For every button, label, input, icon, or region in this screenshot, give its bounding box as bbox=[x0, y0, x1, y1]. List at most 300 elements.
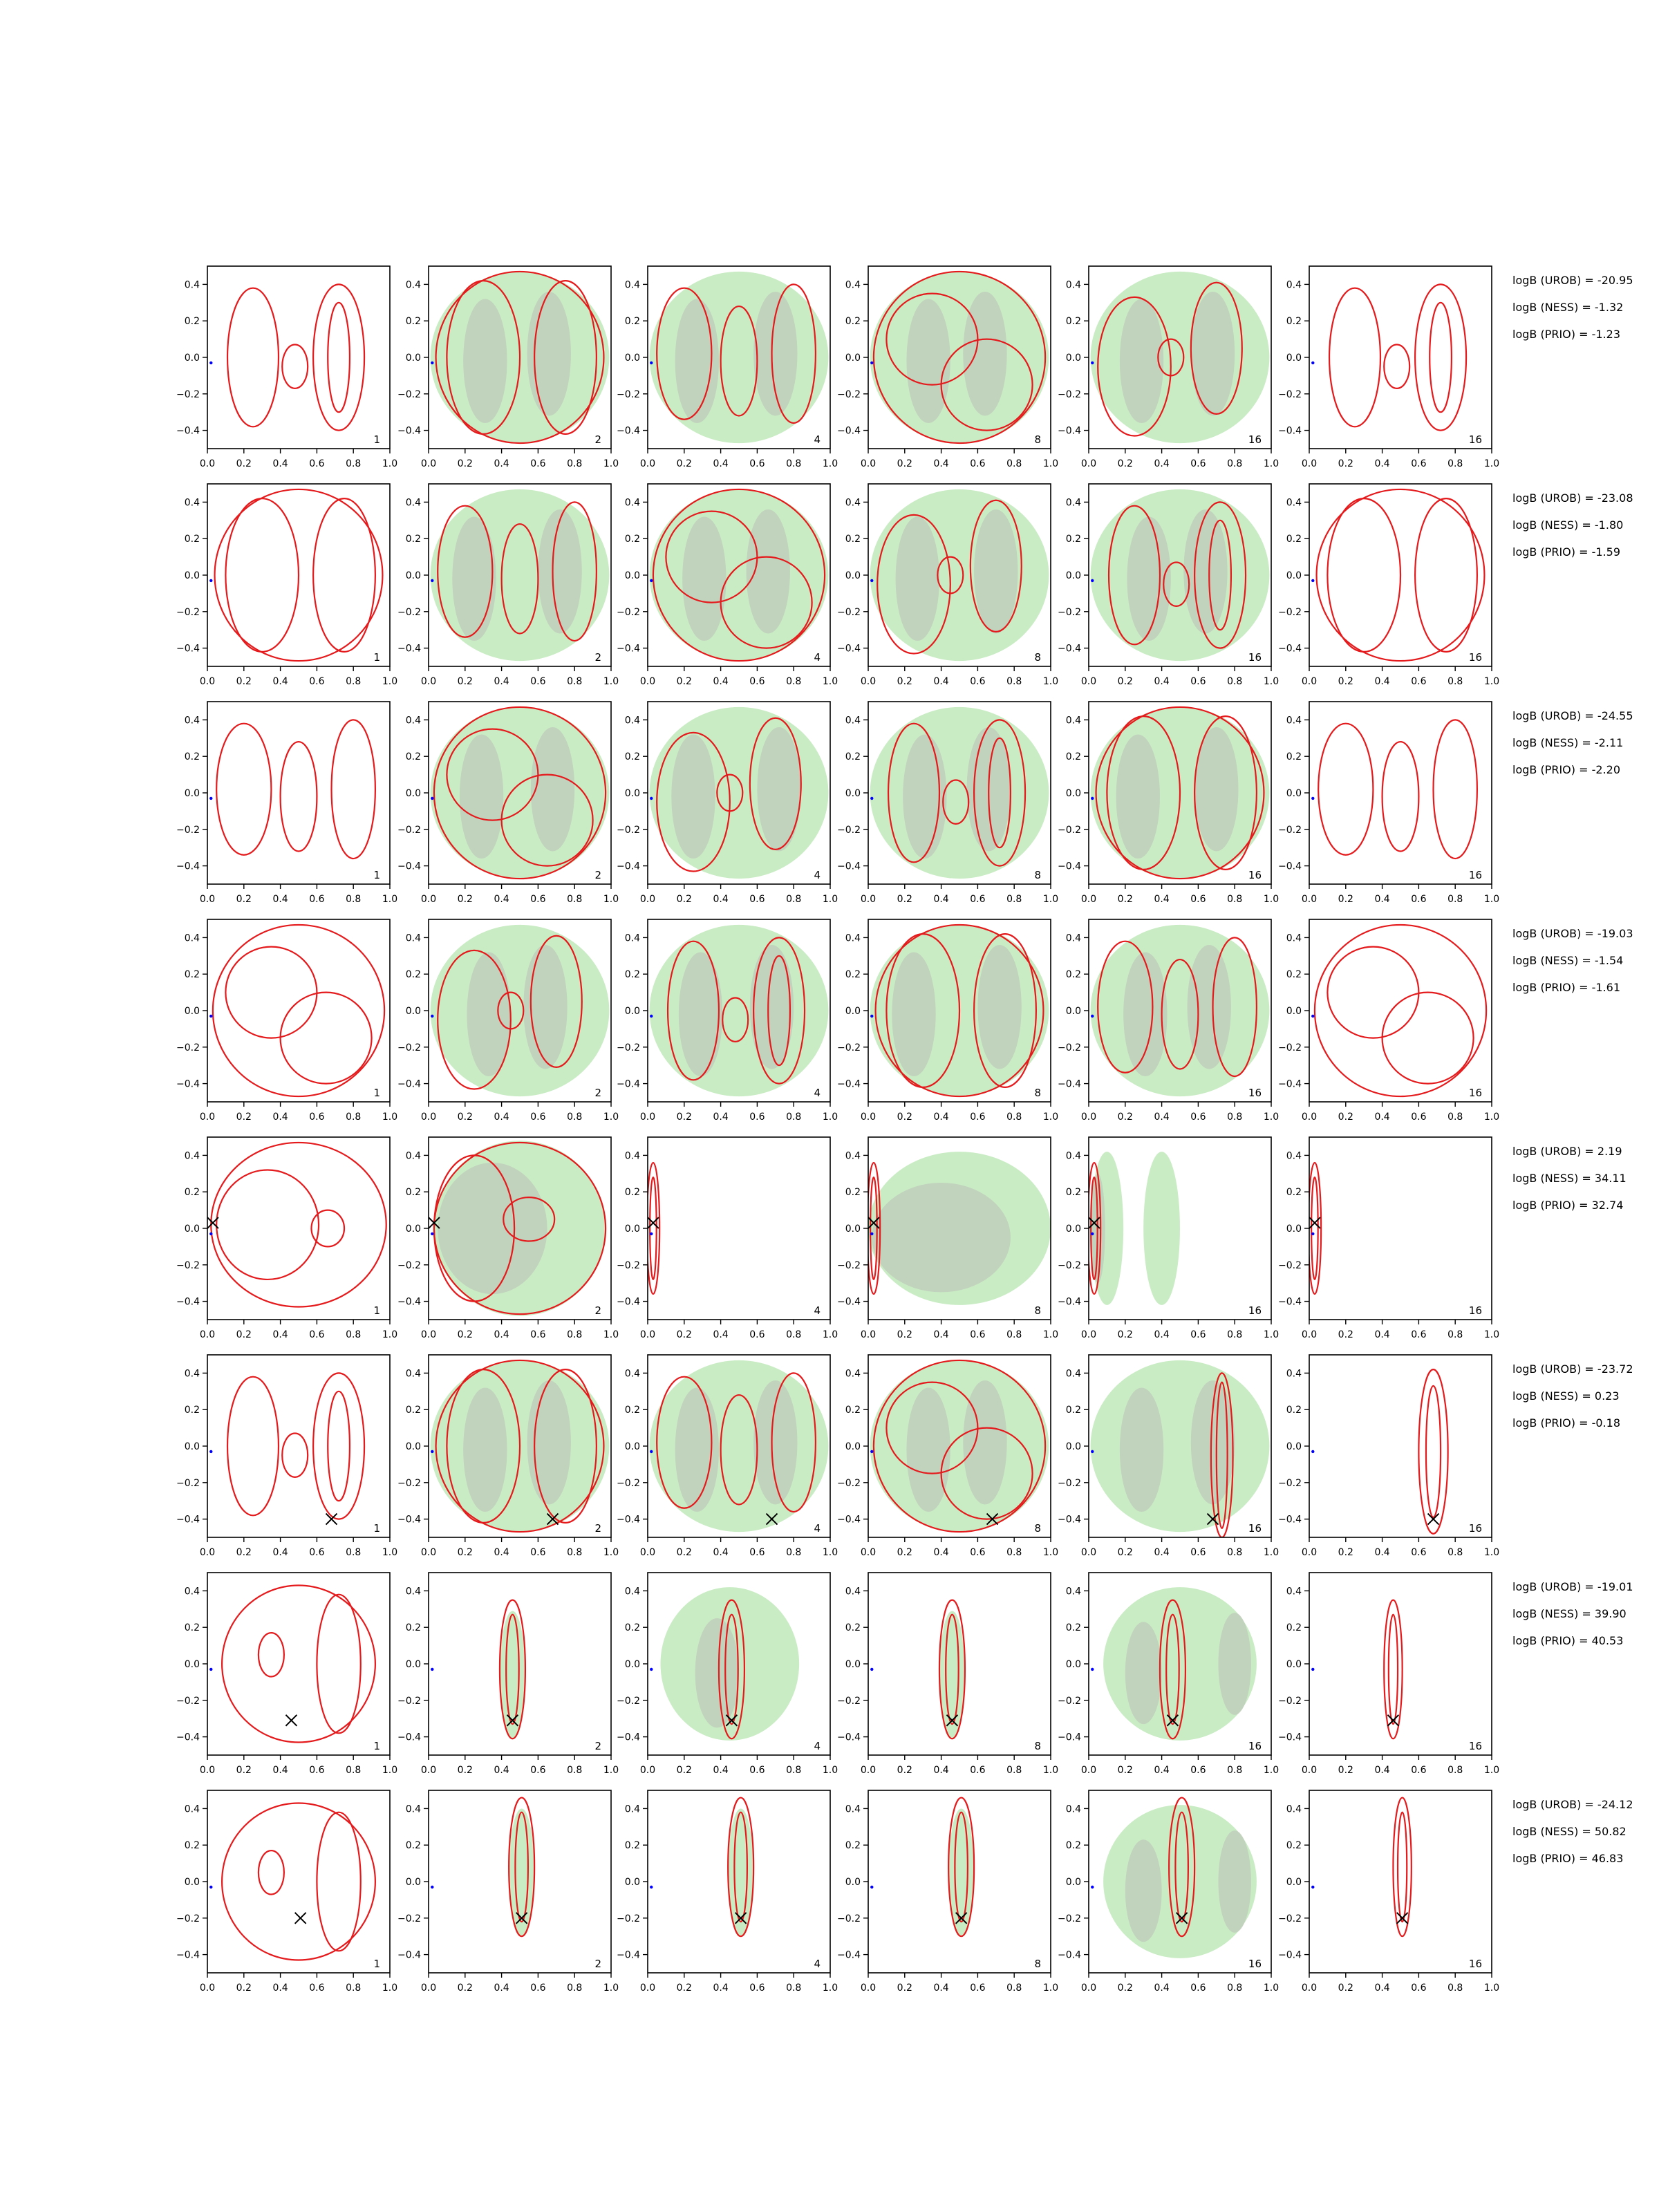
panel-label: 1 bbox=[373, 1958, 380, 1970]
y-tick-label: −0.4 bbox=[837, 643, 861, 655]
x-tick-label: 0.0 bbox=[1301, 1983, 1318, 1994]
y-tick-label: 0.4 bbox=[1065, 1586, 1081, 1597]
x-tick-label: 0.4 bbox=[272, 1765, 288, 1776]
panel-label: 1 bbox=[373, 1740, 380, 1752]
density-inner-region bbox=[531, 727, 574, 852]
x-tick-label: 0.8 bbox=[1447, 1547, 1463, 1558]
y-tick-label: −0.4 bbox=[1058, 425, 1081, 437]
y-tick-label: −0.2 bbox=[1058, 1477, 1081, 1489]
density-outer-region bbox=[870, 1360, 1049, 1532]
panel-label: 16 bbox=[1468, 1087, 1482, 1099]
panel-r4-c1 bbox=[176, 919, 397, 1123]
x-tick-label: 0.6 bbox=[1190, 1547, 1206, 1558]
panel-r3-c5 bbox=[1058, 702, 1279, 905]
y-tick-label: −0.2 bbox=[1278, 1259, 1302, 1271]
x-tick-label: 0.4 bbox=[1374, 676, 1390, 687]
y-tick-label: −0.2 bbox=[837, 1913, 861, 1924]
y-tick-label: −0.4 bbox=[617, 861, 640, 872]
x-tick-label: 0.4 bbox=[1374, 1547, 1390, 1558]
y-tick-label: −0.2 bbox=[397, 1042, 421, 1053]
y-tick-label: −0.4 bbox=[397, 1296, 421, 1308]
start-point bbox=[650, 1886, 653, 1888]
y-tick-label: 0.2 bbox=[1286, 1840, 1302, 1852]
y-tick-label: 0.2 bbox=[1065, 751, 1081, 763]
panel-r2-c4 bbox=[837, 484, 1058, 687]
panel-label: 16 bbox=[1248, 1958, 1262, 1970]
density-inner-region bbox=[1218, 1613, 1251, 1715]
x-tick-label: 0.0 bbox=[1301, 894, 1318, 905]
x-tick-label: 1.0 bbox=[1483, 894, 1500, 905]
x-tick-label: 0.0 bbox=[199, 1329, 216, 1340]
x-tick-label: 0.8 bbox=[786, 1983, 802, 1994]
x-tick-label: 0.0 bbox=[1080, 1983, 1097, 1994]
contour-line bbox=[282, 1434, 308, 1477]
y-tick-label: 0.0 bbox=[184, 1659, 200, 1670]
y-tick-label: 0.2 bbox=[405, 316, 421, 328]
contour-line bbox=[1415, 284, 1466, 430]
y-tick-label: −0.2 bbox=[397, 606, 421, 618]
y-tick-label: −0.2 bbox=[837, 1042, 861, 1053]
x-tick-label: 0.4 bbox=[713, 458, 729, 469]
target-marker bbox=[285, 1715, 297, 1726]
y-tick-label: −0.2 bbox=[176, 1477, 200, 1489]
panel-r8-c6 bbox=[1278, 1790, 1499, 1994]
panel-label: 1 bbox=[373, 1304, 380, 1317]
x-tick-label: 0.6 bbox=[749, 1547, 765, 1558]
x-tick-label: 0.8 bbox=[567, 1329, 583, 1340]
y-tick-label: −0.4 bbox=[1058, 1296, 1081, 1308]
y-tick-label: 0.4 bbox=[845, 497, 861, 509]
x-tick-label: 1.0 bbox=[1483, 1765, 1500, 1776]
logb-stat: logB (NESS) = 50.82 bbox=[1512, 1825, 1627, 1838]
x-tick-label: 0.4 bbox=[494, 458, 509, 469]
x-tick-label: 0.4 bbox=[933, 676, 949, 687]
x-tick-label: 0.8 bbox=[1006, 1329, 1022, 1340]
start-point bbox=[431, 1886, 433, 1888]
x-tick-label: 0.0 bbox=[639, 458, 656, 469]
y-tick-label: 0.4 bbox=[405, 715, 421, 727]
x-tick-label: 0.8 bbox=[1006, 894, 1022, 905]
y-tick-label: 0.2 bbox=[405, 751, 421, 763]
plot-area bbox=[431, 707, 610, 879]
start-point bbox=[1091, 1450, 1094, 1453]
x-tick-label: 0.4 bbox=[272, 894, 288, 905]
y-tick-label: −0.2 bbox=[176, 824, 200, 836]
panel-r4-c5 bbox=[1058, 919, 1279, 1123]
x-tick-label: 0.2 bbox=[897, 1112, 912, 1123]
y-tick-label: 0.0 bbox=[624, 353, 640, 364]
x-tick-label: 0.0 bbox=[860, 1329, 877, 1340]
y-tick-label: 0.2 bbox=[845, 1405, 861, 1416]
start-point bbox=[431, 579, 433, 582]
y-tick-label: −0.4 bbox=[1058, 1078, 1081, 1090]
y-tick-label: 0.4 bbox=[184, 932, 200, 944]
y-tick-label: 0.0 bbox=[624, 570, 640, 581]
y-tick-label: 0.4 bbox=[845, 1368, 861, 1380]
y-tick-label: 0.0 bbox=[624, 1659, 640, 1670]
y-tick-label: 0.4 bbox=[1286, 715, 1302, 727]
panel-r7-c2 bbox=[397, 1573, 619, 1776]
x-tick-label: 0.8 bbox=[1006, 1112, 1022, 1123]
x-tick-label: 1.0 bbox=[1042, 676, 1059, 687]
panel-r6-c3 bbox=[617, 1355, 838, 1558]
contour-line bbox=[259, 1850, 284, 1894]
y-tick-label: 0.0 bbox=[184, 1877, 200, 1888]
y-tick-label: 0.2 bbox=[1286, 969, 1302, 981]
x-tick-label: 1.0 bbox=[603, 894, 619, 905]
y-tick-label: −0.4 bbox=[837, 1514, 861, 1526]
logb-stat: logB (PRIO) = -1.61 bbox=[1512, 981, 1620, 994]
logb-stat: logB (UROB) = 2.19 bbox=[1512, 1145, 1622, 1158]
y-tick-label: 0.0 bbox=[184, 1441, 200, 1452]
x-tick-label: 0.0 bbox=[860, 1983, 877, 1994]
panel-r4-c3 bbox=[617, 919, 838, 1123]
x-tick-label: 0.0 bbox=[639, 894, 656, 905]
x-tick-label: 0.8 bbox=[346, 894, 362, 905]
y-tick-label: 0.0 bbox=[405, 1877, 421, 1888]
start-point bbox=[209, 1450, 212, 1453]
plot-area bbox=[870, 1600, 965, 1739]
density-outer-region bbox=[650, 925, 829, 1096]
x-tick-label: 0.6 bbox=[309, 458, 325, 469]
logb-stat: logB (NESS) = -1.80 bbox=[1512, 518, 1624, 532]
logb-stat: logB (NESS) = -2.11 bbox=[1512, 736, 1624, 749]
logb-stat: logB (PRIO) = -1.59 bbox=[1512, 545, 1620, 559]
panel-r7-c3 bbox=[617, 1573, 838, 1776]
x-tick-label: 0.8 bbox=[786, 1112, 802, 1123]
y-tick-label: 0.4 bbox=[405, 1586, 421, 1597]
x-tick-label: 1.0 bbox=[822, 676, 838, 687]
axes-frame bbox=[1309, 702, 1492, 884]
x-tick-label: 1.0 bbox=[382, 1547, 398, 1558]
panel-r2-c3 bbox=[617, 484, 838, 687]
y-tick-label: −0.2 bbox=[1278, 388, 1302, 400]
x-tick-label: 0.0 bbox=[860, 1765, 877, 1776]
density-inner-region bbox=[1218, 1830, 1251, 1933]
y-tick-label: 0.0 bbox=[1065, 1006, 1081, 1017]
plot-area bbox=[431, 272, 610, 443]
density-inner-region bbox=[438, 1163, 547, 1294]
y-tick-label: −0.4 bbox=[397, 861, 421, 872]
y-tick-label: 0.0 bbox=[405, 1659, 421, 1670]
y-tick-label: 0.2 bbox=[405, 1840, 421, 1852]
x-tick-label: 0.6 bbox=[1411, 1983, 1427, 1994]
y-tick-label: 0.2 bbox=[1286, 751, 1302, 763]
start-point bbox=[1091, 1668, 1094, 1671]
x-tick-label: 0.4 bbox=[713, 1765, 729, 1776]
start-point bbox=[650, 1668, 653, 1671]
y-tick-label: 0.2 bbox=[624, 1622, 640, 1634]
x-tick-label: 0.6 bbox=[970, 894, 986, 905]
contour-line bbox=[1398, 1812, 1407, 1922]
x-tick-label: 0.8 bbox=[1227, 1547, 1243, 1558]
panel-r8-c1 bbox=[176, 1790, 397, 1994]
contour-line bbox=[1327, 947, 1418, 1038]
plot-area bbox=[1091, 707, 1270, 879]
x-tick-label: 0.8 bbox=[567, 894, 583, 905]
row-8 bbox=[176, 1790, 1633, 1994]
panel-label: 2 bbox=[594, 1087, 601, 1099]
panel-r3-c3 bbox=[617, 702, 838, 905]
panel-label: 16 bbox=[1248, 869, 1262, 881]
y-tick-label: 0.4 bbox=[184, 1150, 200, 1162]
density-outer-region bbox=[431, 707, 610, 879]
x-tick-label: 1.0 bbox=[603, 676, 619, 687]
density-inner-region bbox=[977, 945, 1021, 1069]
panel-label: 4 bbox=[814, 1087, 821, 1099]
contour-line bbox=[317, 1595, 360, 1734]
x-tick-label: 0.8 bbox=[1006, 1765, 1022, 1776]
x-tick-label: 0.8 bbox=[1227, 1112, 1243, 1123]
contour-line bbox=[328, 1391, 350, 1501]
y-tick-label: −0.4 bbox=[176, 425, 200, 437]
x-tick-label: 0.4 bbox=[272, 1983, 288, 1994]
x-tick-label: 0.0 bbox=[1301, 1329, 1318, 1340]
x-tick-label: 0.6 bbox=[530, 676, 546, 687]
panel-label: 4 bbox=[814, 1740, 821, 1752]
y-tick-label: 0.0 bbox=[624, 788, 640, 799]
x-tick-label: 0.2 bbox=[897, 1547, 912, 1558]
y-tick-label: 0.0 bbox=[1065, 1659, 1081, 1670]
panel-r4-c4 bbox=[837, 919, 1058, 1123]
y-tick-label: 0.0 bbox=[1286, 1441, 1302, 1452]
y-tick-label: 0.2 bbox=[624, 1187, 640, 1199]
y-tick-label: 0.0 bbox=[184, 1006, 200, 1017]
x-tick-label: 0.2 bbox=[457, 894, 473, 905]
y-tick-label: −0.2 bbox=[837, 1695, 861, 1707]
x-tick-label: 0.8 bbox=[567, 1983, 583, 1994]
panel-label: 8 bbox=[1034, 1958, 1041, 1970]
x-tick-label: 0.6 bbox=[530, 1329, 546, 1340]
panel-r2-c2 bbox=[397, 484, 619, 687]
x-tick-label: 1.0 bbox=[822, 1983, 838, 1994]
density-inner-region bbox=[757, 727, 800, 852]
x-tick-label: 0.0 bbox=[639, 1112, 656, 1123]
panel-label: 16 bbox=[1468, 433, 1482, 446]
x-tick-label: 0.4 bbox=[713, 1329, 729, 1340]
y-tick-label: −0.4 bbox=[1278, 643, 1302, 655]
x-tick-label: 0.0 bbox=[639, 1547, 656, 1558]
y-tick-label: −0.4 bbox=[837, 861, 861, 872]
panel-label: 16 bbox=[1468, 651, 1482, 664]
y-tick-label: 0.2 bbox=[1286, 534, 1302, 545]
y-tick-label: 0.0 bbox=[1065, 570, 1081, 581]
y-tick-label: −0.2 bbox=[837, 824, 861, 836]
density-inner-region bbox=[463, 299, 507, 424]
contour-line bbox=[225, 947, 317, 1038]
plot-area bbox=[209, 284, 364, 430]
contour-line bbox=[227, 1377, 279, 1516]
plot-area bbox=[1311, 925, 1486, 1096]
x-tick-label: 0.2 bbox=[1338, 1112, 1353, 1123]
x-tick-label: 0.6 bbox=[1411, 458, 1427, 469]
logb-stat: logB (UROB) = -20.95 bbox=[1512, 274, 1633, 287]
density-outer-region bbox=[650, 489, 829, 661]
y-tick-label: 0.4 bbox=[1065, 1368, 1081, 1380]
y-tick-label: −0.4 bbox=[176, 1296, 200, 1308]
x-tick-label: 0.8 bbox=[1447, 1112, 1463, 1123]
x-tick-label: 0.8 bbox=[1447, 1983, 1463, 1994]
contour-line bbox=[225, 498, 299, 652]
x-tick-label: 0.2 bbox=[1338, 458, 1353, 469]
y-tick-label: 0.0 bbox=[184, 788, 200, 799]
x-tick-label: 0.4 bbox=[933, 894, 949, 905]
x-tick-label: 0.0 bbox=[199, 1983, 216, 1994]
x-tick-label: 0.4 bbox=[494, 1547, 509, 1558]
y-tick-label: 0.0 bbox=[1286, 1006, 1302, 1017]
contour-line bbox=[1426, 1386, 1441, 1517]
x-tick-label: 1.0 bbox=[1263, 1765, 1280, 1776]
panel-r2-c1 bbox=[176, 484, 397, 687]
plot-area bbox=[431, 1798, 534, 1937]
y-tick-label: −0.2 bbox=[397, 1259, 421, 1271]
y-tick-label: 0.0 bbox=[1286, 570, 1302, 581]
logb-stat: logB (NESS) = -1.54 bbox=[1512, 954, 1624, 967]
start-point bbox=[209, 1232, 212, 1235]
panel-label: 2 bbox=[594, 1958, 601, 1970]
x-tick-label: 0.8 bbox=[1227, 458, 1243, 469]
density-inner-region bbox=[675, 299, 719, 424]
plot-area bbox=[1091, 1798, 1257, 1958]
axes-frame bbox=[207, 1355, 390, 1537]
x-tick-label: 0.4 bbox=[1374, 1765, 1390, 1776]
x-tick-label: 0.6 bbox=[970, 1765, 986, 1776]
axes-frame bbox=[207, 1573, 390, 1755]
row-5 bbox=[176, 1137, 1627, 1340]
y-tick-label: 0.4 bbox=[624, 1368, 640, 1380]
x-tick-label: 1.0 bbox=[382, 1329, 398, 1340]
panel-r6-c2 bbox=[397, 1355, 619, 1558]
y-tick-label: 0.4 bbox=[624, 932, 640, 944]
contour-line bbox=[281, 742, 317, 851]
x-tick-label: 0.8 bbox=[786, 1765, 802, 1776]
x-tick-label: 0.0 bbox=[1080, 1765, 1097, 1776]
x-tick-label: 0.2 bbox=[457, 1329, 473, 1340]
x-tick-label: 0.8 bbox=[786, 1547, 802, 1558]
x-tick-label: 0.6 bbox=[309, 1112, 325, 1123]
y-tick-label: 0.2 bbox=[405, 969, 421, 981]
x-tick-label: 0.0 bbox=[420, 1547, 437, 1558]
density-outer-region bbox=[1143, 1152, 1180, 1305]
start-point bbox=[870, 797, 873, 800]
x-tick-label: 0.0 bbox=[199, 676, 216, 687]
panel-r6-c5 bbox=[1058, 1355, 1279, 1558]
plot-area bbox=[429, 1141, 606, 1315]
x-tick-label: 0.4 bbox=[713, 1112, 729, 1123]
axes-frame bbox=[1309, 1573, 1492, 1755]
x-tick-label: 0.0 bbox=[860, 1547, 877, 1558]
x-tick-label: 0.2 bbox=[236, 1983, 252, 1994]
x-tick-label: 0.8 bbox=[1006, 1547, 1022, 1558]
x-tick-label: 0.2 bbox=[457, 1983, 473, 1994]
y-tick-label: 0.2 bbox=[1286, 316, 1302, 328]
start-point bbox=[1091, 1015, 1094, 1018]
x-tick-label: 0.0 bbox=[1080, 1329, 1097, 1340]
x-tick-label: 0.8 bbox=[567, 1112, 583, 1123]
panel-label: 8 bbox=[1034, 1087, 1041, 1099]
y-tick-label: 0.0 bbox=[845, 1877, 861, 1888]
y-tick-label: 0.0 bbox=[624, 1006, 640, 1017]
panel-r1-c4 bbox=[837, 266, 1058, 469]
y-tick-label: 0.2 bbox=[184, 1405, 200, 1416]
y-tick-label: −0.4 bbox=[397, 1078, 421, 1090]
logb-stat: logB (UROB) = -23.72 bbox=[1512, 1362, 1633, 1376]
density-inner-region bbox=[682, 517, 726, 641]
x-tick-label: 0.4 bbox=[494, 1329, 509, 1340]
panel-r3-c1 bbox=[176, 702, 397, 905]
x-tick-label: 0.6 bbox=[970, 1329, 986, 1340]
x-tick-label: 0.0 bbox=[860, 458, 877, 469]
y-tick-label: −0.2 bbox=[1278, 1913, 1302, 1924]
x-tick-label: 0.2 bbox=[1338, 1329, 1353, 1340]
panel-label: 4 bbox=[814, 1522, 821, 1535]
y-tick-label: 0.4 bbox=[405, 1368, 421, 1380]
x-tick-label: 1.0 bbox=[822, 458, 838, 469]
x-tick-label: 1.0 bbox=[822, 1765, 838, 1776]
panel-r7-c6 bbox=[1278, 1573, 1499, 1776]
panel-label: 1 bbox=[373, 651, 380, 664]
x-tick-label: 0.4 bbox=[713, 894, 729, 905]
y-tick-label: −0.4 bbox=[1278, 1732, 1302, 1743]
density-inner-region bbox=[671, 735, 715, 859]
x-tick-label: 0.8 bbox=[346, 1765, 362, 1776]
axes-frame bbox=[1309, 1355, 1492, 1537]
y-tick-label: 0.4 bbox=[624, 715, 640, 727]
y-tick-label: 0.0 bbox=[1065, 788, 1081, 799]
row-1 bbox=[176, 266, 1633, 469]
y-tick-label: 0.0 bbox=[1286, 788, 1302, 799]
contour-line bbox=[1430, 303, 1452, 412]
start-point bbox=[650, 579, 653, 582]
x-tick-label: 0.2 bbox=[1338, 1983, 1353, 1994]
density-outer-region bbox=[870, 707, 1049, 879]
y-tick-label: 0.0 bbox=[405, 788, 421, 799]
y-tick-label: −0.2 bbox=[1058, 1259, 1081, 1271]
x-tick-label: 0.8 bbox=[346, 676, 362, 687]
x-tick-label: 0.2 bbox=[457, 1765, 473, 1776]
panel-label: 8 bbox=[1034, 869, 1041, 881]
y-tick-label: 0.2 bbox=[845, 1840, 861, 1852]
logb-stat: logB (UROB) = -19.01 bbox=[1512, 1580, 1633, 1593]
x-tick-label: 0.0 bbox=[639, 1329, 656, 1340]
x-tick-label: 0.0 bbox=[1301, 1112, 1318, 1123]
x-tick-label: 0.6 bbox=[970, 1983, 986, 1994]
contour-line bbox=[216, 1170, 319, 1280]
plot-area bbox=[1311, 284, 1466, 430]
y-tick-label: 0.2 bbox=[405, 534, 421, 545]
density-inner-region bbox=[538, 509, 581, 634]
y-tick-label: 0.4 bbox=[184, 497, 200, 509]
density-outer-region bbox=[1091, 1360, 1270, 1532]
logb-stat: logB (PRIO) = 46.83 bbox=[1512, 1852, 1624, 1865]
y-tick-label: −0.2 bbox=[1058, 606, 1081, 618]
x-tick-label: 1.0 bbox=[1483, 1547, 1500, 1558]
x-tick-label: 0.6 bbox=[1190, 894, 1206, 905]
plot-area bbox=[431, 925, 610, 1096]
y-tick-label: 0.2 bbox=[184, 534, 200, 545]
x-tick-label: 0.6 bbox=[309, 1765, 325, 1776]
y-tick-label: 0.2 bbox=[624, 969, 640, 981]
start-point bbox=[1311, 1886, 1314, 1888]
y-tick-label: 0.0 bbox=[624, 1877, 640, 1888]
y-tick-label: −0.2 bbox=[176, 1913, 200, 1924]
contour-line bbox=[1393, 1798, 1411, 1937]
y-tick-label: 0.0 bbox=[184, 570, 200, 581]
y-tick-label: 0.4 bbox=[624, 279, 640, 291]
x-tick-label: 0.0 bbox=[1301, 458, 1318, 469]
y-tick-label: 0.4 bbox=[1286, 279, 1302, 291]
start-point bbox=[1311, 797, 1314, 800]
